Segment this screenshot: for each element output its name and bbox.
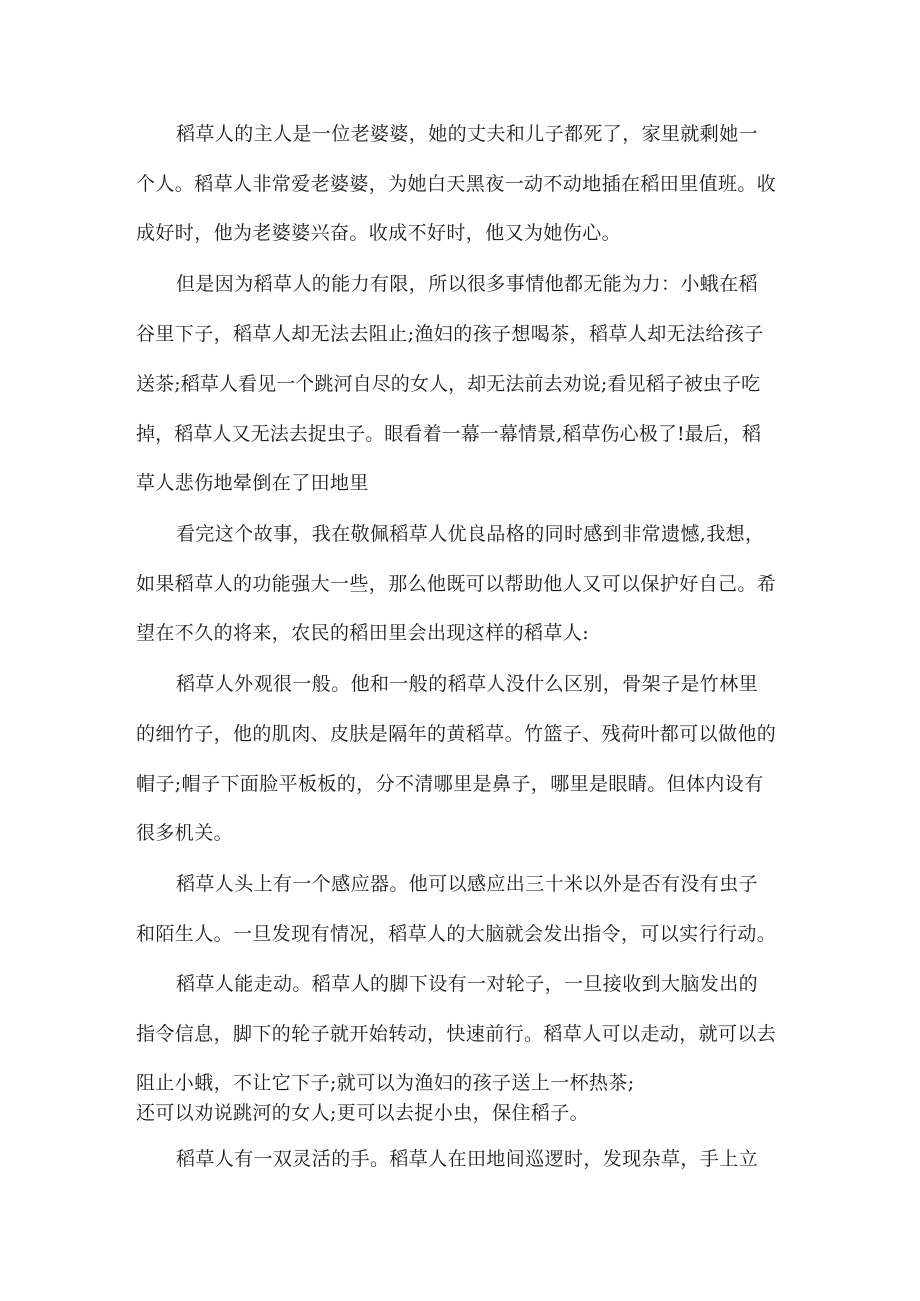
text-line-10: 如果稻草人的功能强大一些，那么他既可以帮助他人又可以保护好自己。希 <box>136 573 777 595</box>
text-line-18: 稻草人能走动。稻草人的脚下设有一对轮子，一旦接收到大脑发出的 <box>176 973 759 995</box>
text-line-5: 谷里下子，稻草人却无法去阻止;渔妇的孩子想喝茶，稻草人却无法给孩子 <box>136 323 764 345</box>
text-line-22: 稻草人有一双灵活的手。稻草人在田地间巡逻时，发现杂草，手上立 <box>176 1148 759 1170</box>
text-line-20: 阻止小蛾，不让它下子;就可以为渔妇的孩子送上一杯热茶; <box>136 1072 635 1094</box>
text-line-3: 成好时，他为老婆婆兴奋。收成不好时，他又为她伤心。 <box>136 222 622 244</box>
text-line-6: 送茶;稻草人看见一个跳河自尽的女人，却无法前去劝说;看见稻子被虫子吃 <box>136 373 761 395</box>
text-line-13: 的细竹子，他的肌肉、皮肤是隔年的黄稻草。竹篮子、残荷叶都可以做他的 <box>136 723 777 745</box>
text-line-4: 但是因为稻草人的能力有限，所以很多事情他都无能为力：小蛾在稻 <box>176 273 759 295</box>
text-line-16: 稻草人头上有一个感应器。他可以感应出三十米以外是否有没有虫子 <box>176 873 759 895</box>
text-line-11: 望在不久的将来，农民的稻田里会出现这样的稻草人: <box>136 622 590 644</box>
text-line-17: 和陌生人。一旦发现有情况，稻草人的大脑就会发出指令，可以实行行动。 <box>136 923 777 945</box>
text-line-15: 很多机关。 <box>136 822 234 844</box>
text-line-8: 草人悲伤地晕倒在了田地里 <box>136 472 369 494</box>
text-line-2: 个人。稻草人非常爱老婆婆，为她白天黑夜一动不动地插在稻田里值班。收 <box>136 173 777 195</box>
text-line-21: 还可以劝说跳河的女人;更可以去捉小虫，保住稻子。 <box>136 1102 590 1124</box>
text-line-12: 稻草人外观很一般。他和一般的稻草人没什么区别，骨架子是竹林里 <box>176 673 759 695</box>
text-line-9: 看完这个故事，我在敬佩稻草人优良品格的同时感到非常遗憾,我想， <box>176 523 765 545</box>
text-line-19: 指令信息，脚下的轮子就开始转动，快速前行。稻草人可以走动，就可以去 <box>136 1023 777 1045</box>
text-line-7: 掉，稻草人又无法去捉虫子。眼看着一幕一幕情景,稻草伤心极了!最后，稻 <box>136 423 762 445</box>
text-line-14: 帽子;帽子下面脸平板板的，分不清哪里是鼻子，哪里是眼睛。但体内设有 <box>136 773 764 795</box>
text-line-1: 稻草人的主人是一位老婆婆，她的丈夫和儿子都死了，家里就剩她一 <box>176 123 759 145</box>
